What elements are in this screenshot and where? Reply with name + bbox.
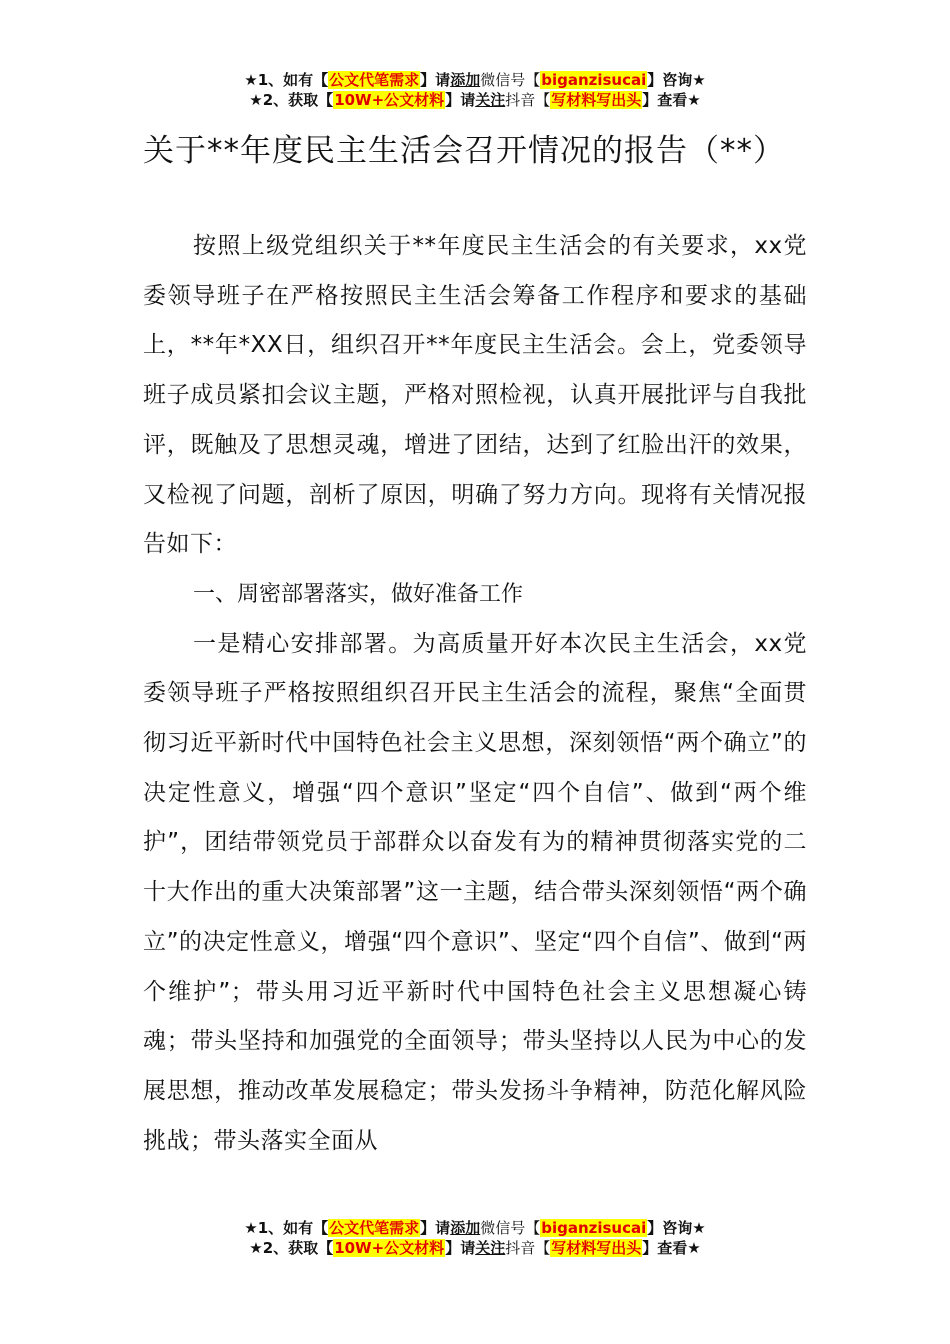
promo-line-1 — [0, 70, 950, 90]
promo-text: 抖音【 — [505, 91, 551, 109]
promo-text: ★2、获取【 — [249, 1239, 334, 1257]
promo-line-2 — [0, 1238, 950, 1258]
promo-text: 】请 — [420, 71, 451, 89]
promo-text: ★2、获取【 — [249, 91, 334, 109]
promo-text: 微信号【 — [480, 1219, 541, 1237]
wechat-id-highlight: biganzisucai — [541, 1219, 647, 1237]
douyin-highlight: 写材料写出头 — [551, 1239, 642, 1257]
promo-text: 微信号【 — [480, 71, 541, 89]
promo-line-1 — [0, 1218, 950, 1238]
section-heading: 一、周密部署落实，做好准备工作 — [193, 581, 524, 607]
document-title: 关于**年度民主生活会召开情况的报告（**） — [143, 133, 785, 169]
promo-line-2 — [0, 90, 950, 110]
promo-text: 】咨询★ — [647, 71, 706, 89]
douyin-highlight: 写材料写出头 — [551, 91, 642, 109]
promo-highlight: 10W+公文材料 — [334, 1239, 445, 1257]
promo-text: 抖音【 — [505, 1239, 551, 1257]
promo-text: 】请 — [445, 1239, 476, 1257]
promo-text: 】请 — [420, 1219, 451, 1237]
section-paragraph: 一是精心安排部署。为高质量开好本次民主生活会，xx党委领导班子严格按照组织召开民主生活会的流程，聚焦“全面贯彻习近平新时代中国特色社会主义思想，深刻领悟“两个确立”的决定性意义，增强“四个意识”坚定“四个自信”、做到“两个维护”，团结带领党员于部群众以奋发有为的精神贯彻落实党的二十大作出的重大决策部署”这一主题，结合带头深刻领悟“两个确立”的决定性意义，增强“四个意识”、坚定“四个自信”、做到“两个维护”；带头用习近平新时代中国特色社会主义思想凝心铸魂；带头坚持和加强党的全面领导；带头坚持以人民为中心的发展思想，推动改革发展稳定；带头发扬斗争精神，防范化解风险挑战；带头落实全面从 — [143, 630, 807, 1154]
wechat-id-highlight: biganzisucai — [541, 71, 647, 89]
promo-text: 】请 — [445, 91, 476, 109]
promo-text: ★1、如有【 — [244, 1219, 329, 1237]
promo-banner-bottom — [0, 1218, 950, 1258]
promo-text: ★1、如有【 — [244, 71, 329, 89]
promo-underlined: 添加 — [450, 71, 481, 89]
promo-underlined: 添加 — [450, 1219, 481, 1237]
promo-highlight: 公文代笔需求 — [329, 1219, 420, 1237]
promo-highlight: 10W+公文材料 — [334, 91, 445, 109]
promo-underlined: 关注 — [475, 1239, 506, 1257]
promo-text: 】咨询★ — [647, 1219, 706, 1237]
promo-text: 】查看★ — [642, 1239, 701, 1257]
promo-underlined: 关注 — [475, 91, 506, 109]
promo-highlight: 公文代笔需求 — [329, 71, 420, 89]
promo-banner-top — [0, 70, 950, 110]
intro-paragraph: 按照上级党组织关于**年度民主生活会的有关要求，xx党委领导班子在严格按照民主生活会筹备工作程序和要求的基础上，**年*XX日，组织召开**年度民主生活会。会上，党委领导班子成员紧扣会议主题，严格对照检视，认真开展批评与自我批评，既触及了思想灵魂，增进了团结，达到了红脸出汗的效果，又检视了问题，剖析了原因，明确了努力方向。现将有关情况报告如下： — [143, 233, 807, 558]
document-body — [143, 222, 807, 1166]
promo-text: 】查看★ — [642, 91, 701, 109]
